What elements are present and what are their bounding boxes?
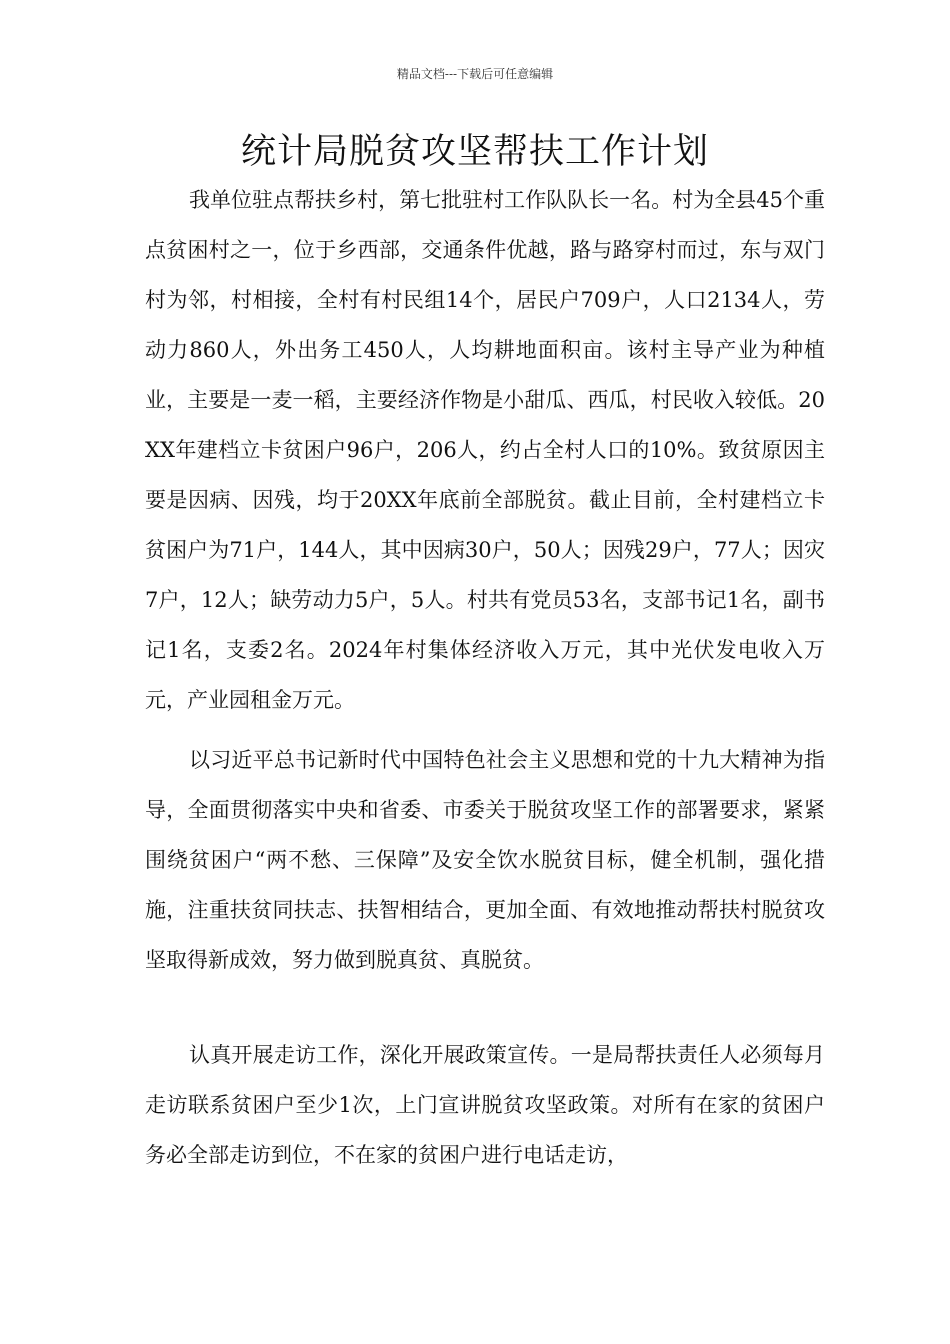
- section-gap: [145, 985, 825, 1030]
- paragraph-village-overview: 我单位驻点帮扶乡村，第七批驻村工作队队长一名。村为全县45个重点贫困村之一，位于乡西部，交通条件优越，路与路穿村而过，东与双门村为邻，村相接，全村有村民组14个，居民户709户，人口2134人，劳动力860人，外出务工450人，人均耕地面积亩。该村主导产业为种植业，主要是一麦一稻，主要经济作物是小甜瓜、西瓜，村民收入较低。20XX年建档立卡贫困户96户，206人，约占全村人口的10%。致贫原因主要是因病、因残，均于20XX年底前全部脱贫。截止目前，全村建档立卡贫困户为71户，144人，其中因病30户，50人；因残29户，77人；因灾7户，12人；缺劳动力5户，5人。村共有党员53名，支部书记1名，副书记1名，支委2名。2024年村集体经济收入万元，其中光伏发电收入万元，产业园租金万元。: [145, 188, 825, 712]
- document-title: 统计局脱贫攻坚帮扶工作计划: [240, 132, 709, 172]
- header-note: 精品文档---下载后可任意编辑: [396, 67, 554, 81]
- paragraph-visit-work: 认真开展走访工作，深化开展政策宣传。一是局帮扶责任人必须每月走访联系贫困户至少1次，上门宣讲脱贫攻坚政策。对所有在家的贫困户务必全部走访到位，不在家的贫困户进行电话走访，: [145, 1043, 825, 1167]
- paragraph-gap: [145, 725, 825, 735]
- document-body: [145, 175, 825, 1180]
- paragraph-guiding-principle: 以习近平总书记新时代中国特色社会主义思想和党的十九大精神为指导，全面贯彻落实中央和省委、市委关于脱贫攻坚工作的部署要求，紧紧围绕贫困户“两不愁、三保障”及安全饮水脱贫目标，健全机制，强化措施，注重扶贫同扶志、扶智相结合，更加全面、有效地推动帮扶村脱贫攻坚取得新成效，努力做到脱真贫、真脱贫。: [145, 748, 825, 972]
